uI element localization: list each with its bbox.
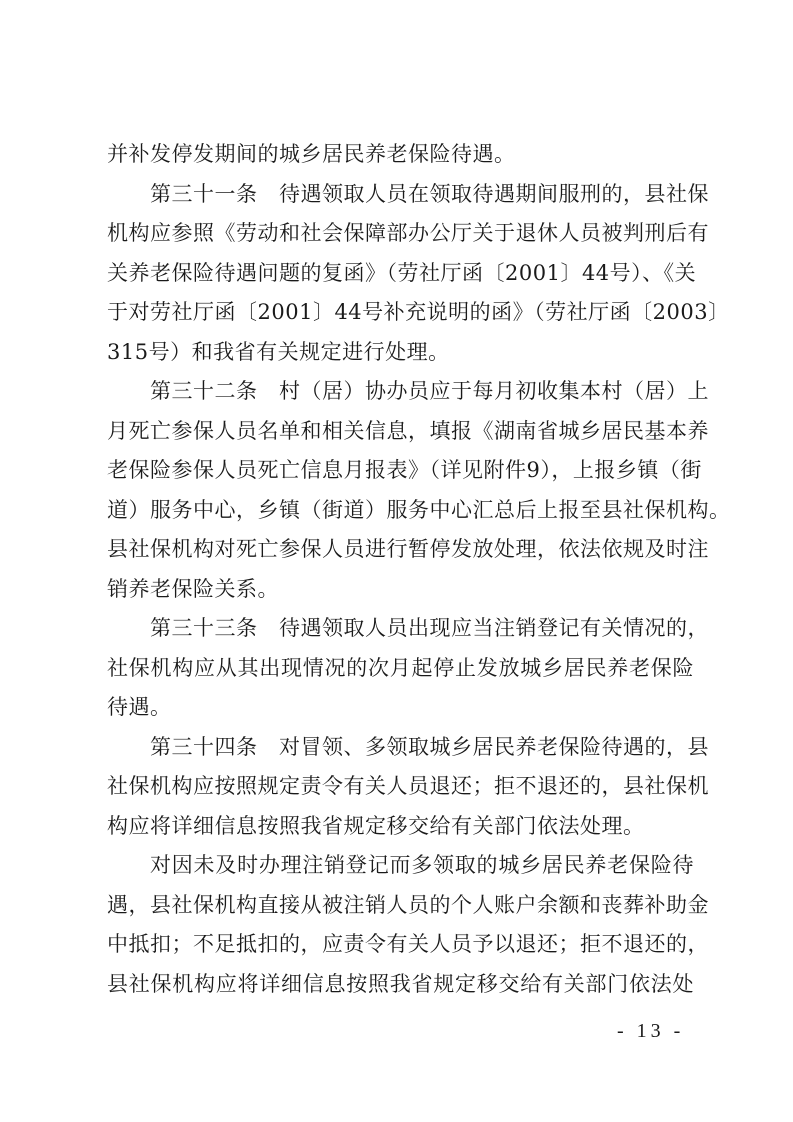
text-line: 月死亡参保人员名单和相关信息，填报《湖南省城乡居民基本养 [107,418,709,443]
text-line: 构应将详细信息按照我省规定移交给有关部门依法处理。 [107,813,645,838]
text-line: 老保险参保人员死亡信息月报表》（详见附件9），上报乡镇（街 [107,458,702,482]
text-line: 销养老保险关系。 [107,576,279,601]
paragraph [107,135,694,175]
paragraph [107,609,709,728]
page-number: - 13 - [617,1020,685,1042]
text-line: 社保机构应从其出现情况的次月起停止发放城乡居民养老保险 [107,655,694,680]
document-body [107,135,731,1004]
text-line: 第三十一条 待遇领取人员在领取待遇期间服刑的，县社保 [150,181,709,206]
text-line: 第三十四条 对冒领、多领取城乡居民养老保险待遇的，县 [150,734,709,759]
paragraph [107,728,709,847]
text-line: 第三十三条 待遇领取人员出现应当注销登记有关情况的， [150,616,709,640]
paragraph [107,175,730,373]
text-line: 关养老保险待遇问题的复函》（劳社厅函〔2001〕44号）、《关 [107,260,697,285]
paragraph [107,372,731,609]
text-line: 县社保机构对死亡参保人员进行暂停发放处理，依法依规及时注 [107,537,709,561]
text-line: 社保机构应按照规定责令有关人员退还；拒不退还的，县社保机 [107,774,709,798]
text-line: 并补发停发期间的城乡居民养老保险待遇。 [107,142,516,166]
text-line: 对因未及时办理注销登记而多领取的城乡居民养老保险待 [150,853,694,877]
text-line: 遇，县社保机构直接从被注销人员的个人账户余额和丧葬补助金 [107,892,709,917]
text-line: 待遇。 [107,695,172,719]
text-line: 第三十二条 村（居）协办员应于每月初收集本村（居）上 [150,379,709,403]
text-line: 县社保机构应将详细信息按照我省规定移交给有关部门依法处 [107,971,694,996]
text-line: 于对劳社厅函〔2001〕44号补充说明的函》（劳社厅函〔2003〕 [107,300,730,324]
text-line: 中抵扣；不足抵扣的，应责令有关人员予以退还；拒不退还的， [107,932,709,956]
text-line: 道）服务中心，乡镇（街道）服务中心汇总后上报至县社保机构。 [107,497,731,522]
text-line: 315号）和我省有关规定进行处理。 [107,339,450,364]
text-line: 机构应参照《劳动和社会保障部办公厅关于退休人员被判刑后有 [107,221,709,245]
paragraph [107,846,709,1004]
